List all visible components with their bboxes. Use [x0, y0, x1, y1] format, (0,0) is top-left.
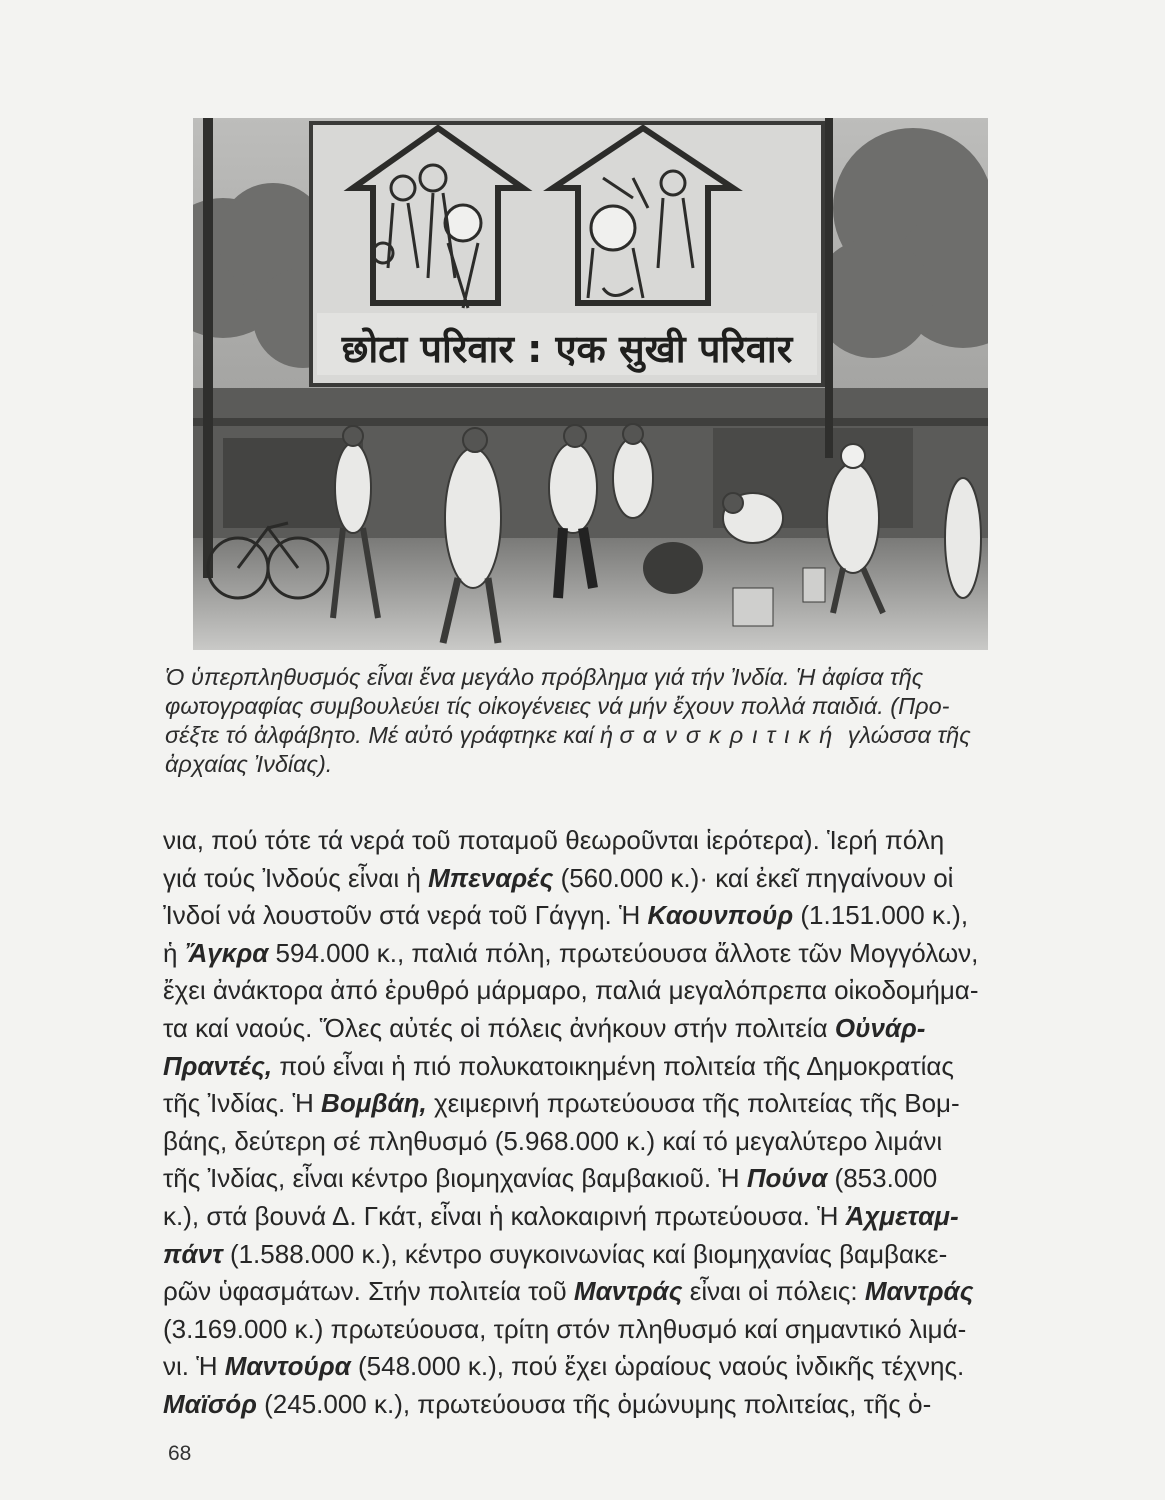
text-run: εἶναι οἱ πόλεις: [682, 1276, 865, 1307]
text-run: ρῶν ὑφασμάτων. Στήν πολιτεία τοῦ [163, 1276, 574, 1307]
text-run: (1.151.000 κ.), [793, 900, 969, 931]
text-run: τα καί ναούς. Ὅλες αὐτές οἱ πόλεις ἀνήκουν στήν πολιτεία [163, 1012, 835, 1043]
place-name: πάντ [163, 1238, 223, 1269]
caption-spaced-word: σανσκριτική [619, 722, 842, 748]
place-name: Βομβάη, [321, 1088, 427, 1119]
place-name: Ἄγκρα [184, 937, 269, 968]
billboard-sign-text: छोटा परिवार : एक सुखी परिवार [341, 327, 793, 371]
text-run: (560.000 κ.)· καί ἐκεῖ πηγαίνουν οἱ [553, 862, 954, 893]
place-name: Ἀχμεταμ- [845, 1200, 959, 1231]
photo-caption [165, 663, 1007, 779]
text-run: γιά τούς Ἰνδούς εἶναι ἡ [163, 862, 429, 893]
place-name: Πραντές, [163, 1050, 273, 1081]
text-run: (548.000 κ.), πού ἔχει ὡραίους ναούς ἰνδικῆς τέχνης. [350, 1351, 965, 1382]
body-line [163, 897, 1021, 935]
text-run: (853.000 [827, 1163, 938, 1194]
text-run: ἡ [163, 937, 185, 968]
place-name: Μαντράς [573, 1276, 683, 1307]
text-run: νι. Ἡ [163, 1351, 225, 1382]
page-number: 68 [168, 1442, 192, 1465]
body-line [163, 1273, 1021, 1311]
place-name: Μπεναρές [428, 862, 554, 893]
body-line [163, 1386, 1021, 1424]
caption-line-3-end: γλώσσα τῆς [841, 722, 971, 748]
caption-line: Ὁ ὑπερπληθυσμός εἶναι ἕνα μεγάλο πρόβλημα γιά τήν Ἰνδία. Ἡ ἀφίσα τῆς [165, 664, 924, 690]
body-text [163, 822, 1021, 1424]
body-line [163, 1198, 1021, 1236]
place-name: Καουνπούρ [647, 900, 794, 931]
body-line [163, 1085, 1021, 1123]
place-name: Μαντράς [864, 1276, 974, 1307]
body-line [163, 1348, 1021, 1386]
text-run: χειμερινή πρωτεύουσα τῆς πολιτείας τῆς Βομ- [426, 1088, 960, 1119]
text-run: Ἰνδοί νά λουστοῦν στά νερά τοῦ Γάγγη. Ἡ [163, 900, 648, 931]
billboard-photo-illustration [193, 118, 988, 650]
place-name: Πούνα [746, 1163, 828, 1194]
text-run: 594.000 κ., παλιά πόλη, πρωτεύουσα ἄλλοτε τῶν Μογγόλων, [268, 937, 979, 968]
body-line [163, 1160, 1021, 1198]
body-line: νια, πού τότε τά νερά τοῦ ποταμοῦ θεωροῦνται ἱερότερα). Ἱερή πόλη [163, 825, 945, 855]
body-line [163, 1048, 1021, 1086]
caption-line: φωτογραφίας συμβουλεύει τίς οἰκογένειες νά μήν ἔχουν πολλά παιδιά. (Προ- [165, 693, 950, 719]
body-line: ἔχει ἀνάκτορα ἀπό ἐρυθρό μάρμαρο, παλιά μεγαλόπρεπα οἰκοδομήμα- [163, 975, 979, 1006]
place-name: Οὐνάρ- [834, 1012, 926, 1043]
body-line [163, 935, 1021, 973]
text-run: τῆς Ἰνδίας, εἶναι κέντρο βιομηχανίας βαμβακιοῦ. Ἡ [163, 1163, 747, 1194]
text-run: (245.000 κ.), πρωτεύουσα τῆς ὁμώνυμης πολιτείας, τῆς ὁ- [256, 1388, 932, 1419]
photograph [193, 118, 988, 650]
caption-line: ἀρχαίας Ἰνδίας). [165, 751, 333, 777]
body-line [163, 1236, 1021, 1274]
text-run: (1.588.000 κ.), κέντρο συγκοινωνίας καί βιομηχανίας βαμβακε- [222, 1238, 948, 1269]
text-run: κ.), στά βουνά Δ. Γκάτ, εἶναι ἡ καλοκαιρινή πρωτεύουσα. Ἡ [163, 1200, 846, 1231]
text-run: πού εἶναι ἡ πιό πολυκατοικημένη πολιτεία τῆς Δημοκρατίας [272, 1050, 954, 1081]
caption-line [165, 721, 1007, 750]
body-line: βάης, δεύτερη σέ πληθυσμό (5.968.000 κ.) καί τό μεγαλύτερο λιμάνι [163, 1125, 943, 1156]
place-name: Μαντούρα [224, 1351, 351, 1382]
text-run: τῆς Ἰνδίας. Ἡ [163, 1088, 322, 1119]
body-line [163, 1010, 1021, 1048]
body-line: (3.169.000 κ.) πρωτεύουσα, τρίτη στόν πληθυσμό καί σημαντικό λιμά- [163, 1313, 967, 1344]
body-line [163, 860, 1021, 898]
caption-line-3-start: σέξτε τό ἀλφάβητο. Μέ αὐτό γράφτηκε καί ἡ [165, 722, 620, 748]
place-name: Μαϊσόρ [163, 1388, 257, 1419]
